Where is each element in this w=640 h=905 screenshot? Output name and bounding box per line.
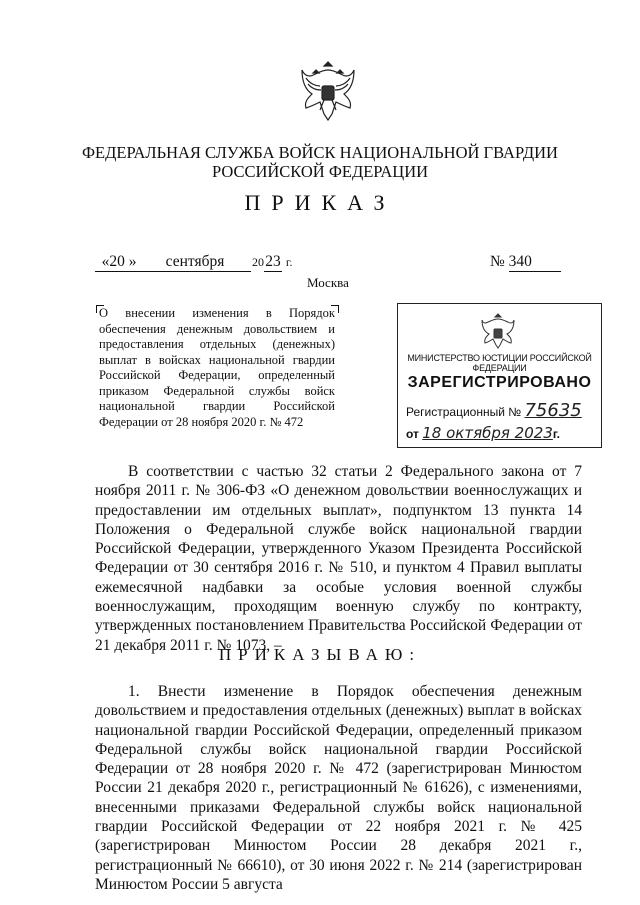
- date-year: 2023 г.: [252, 253, 293, 270]
- registration-stamp: [397, 303, 602, 448]
- preamble-paragraph: В соответствии с частью 32 статьи 2 Федерального закона от 7 ноября 2011 г. № 306-ФЗ «О денежном довольствии военнослужащих и предоставлении им отдельных выплат», подпунктом 13 пункта 14 Положения о Федеральной службе войск национальной гвардии Российской Федерации, утвержденного Указом Президента Российской Федерации от 30 сентября 2016 г. № 510, и пунктом 4 Правил выплаты ежемесячной надбавки за особые условия военной службы военнослужащим, проходящим военную службу по контракту, утвержденных постановлением Правительства Российской Федерации от 21 декабря 2011 г. № 1073, –: [95, 463, 582, 654]
- date-day: «20 »: [95, 253, 143, 272]
- document-type-title: ПРИКАЗ: [244, 190, 396, 215]
- order-word: ПРИКАЗЫВАЮ:: [218, 645, 422, 664]
- stamp-registration-date: от 18 октября 2023г.: [406, 424, 560, 442]
- stamp-ministry-name: МИНИСТЕРСТВО ЮСТИЦИИ РОССИЙСКОЙ ФЕДЕРАЦИИ: [407, 353, 592, 373]
- stamp-registered-label: ЗАРЕГИСТРИРОВАНО: [407, 374, 592, 391]
- clause-1-paragraph: 1. Внести изменение в Порядок обеспечения денежным довольствием и предоставления отдельных (денежных) выплат в войсках национальной гвардии Российской Федерации, определенный приказом Федеральной службы войск национальной гвардии Российской Федерации от 28 ноября 2020 г. № 472 (зарегистрирован Минюстом России 21 декабря 2020 г., регистрационный № 61626), с изменениями, внесенными приказами Федеральной службы войск национальной гвардии Российской Федерации от 22 ноября 2021 г. № 425 (зарегистрирован Минюстом России 28 декабря 2021 г., регистрационный № 66610), от 30 июня 2022 г. № 214 (зарегистрирован Минюстом России 5 августа: [95, 683, 582, 893]
- stamp-registration-number: Регистрационный № 75635: [406, 400, 582, 421]
- organization-name-line2: РОССИЙСКОЙ ФЕДЕРАЦИИ: [211, 162, 429, 181]
- stamp-emblem-icon: [480, 310, 516, 350]
- document-number: № 340: [490, 253, 561, 272]
- document-subject: О внесении изменения в Порядок обеспечения денежным довольствием и предоставления отдельных (денежных) выплат в войсках национальной гвардии Российской Федерации, определенный приказом Федеральной службы войск национальной гвардии Российской Федерации от 28 ноября 2020 г. № 472: [99, 306, 335, 429]
- date-month: сентября: [139, 253, 251, 272]
- organization-name-line1: ФЕДЕРАЛЬНАЯ СЛУЖБА ВОЙСК НАЦИОНАЛЬНОЙ ГВАРДИИ: [82, 143, 558, 162]
- city: Москва: [307, 275, 349, 290]
- coat-of-arms-emblem: [298, 56, 358, 124]
